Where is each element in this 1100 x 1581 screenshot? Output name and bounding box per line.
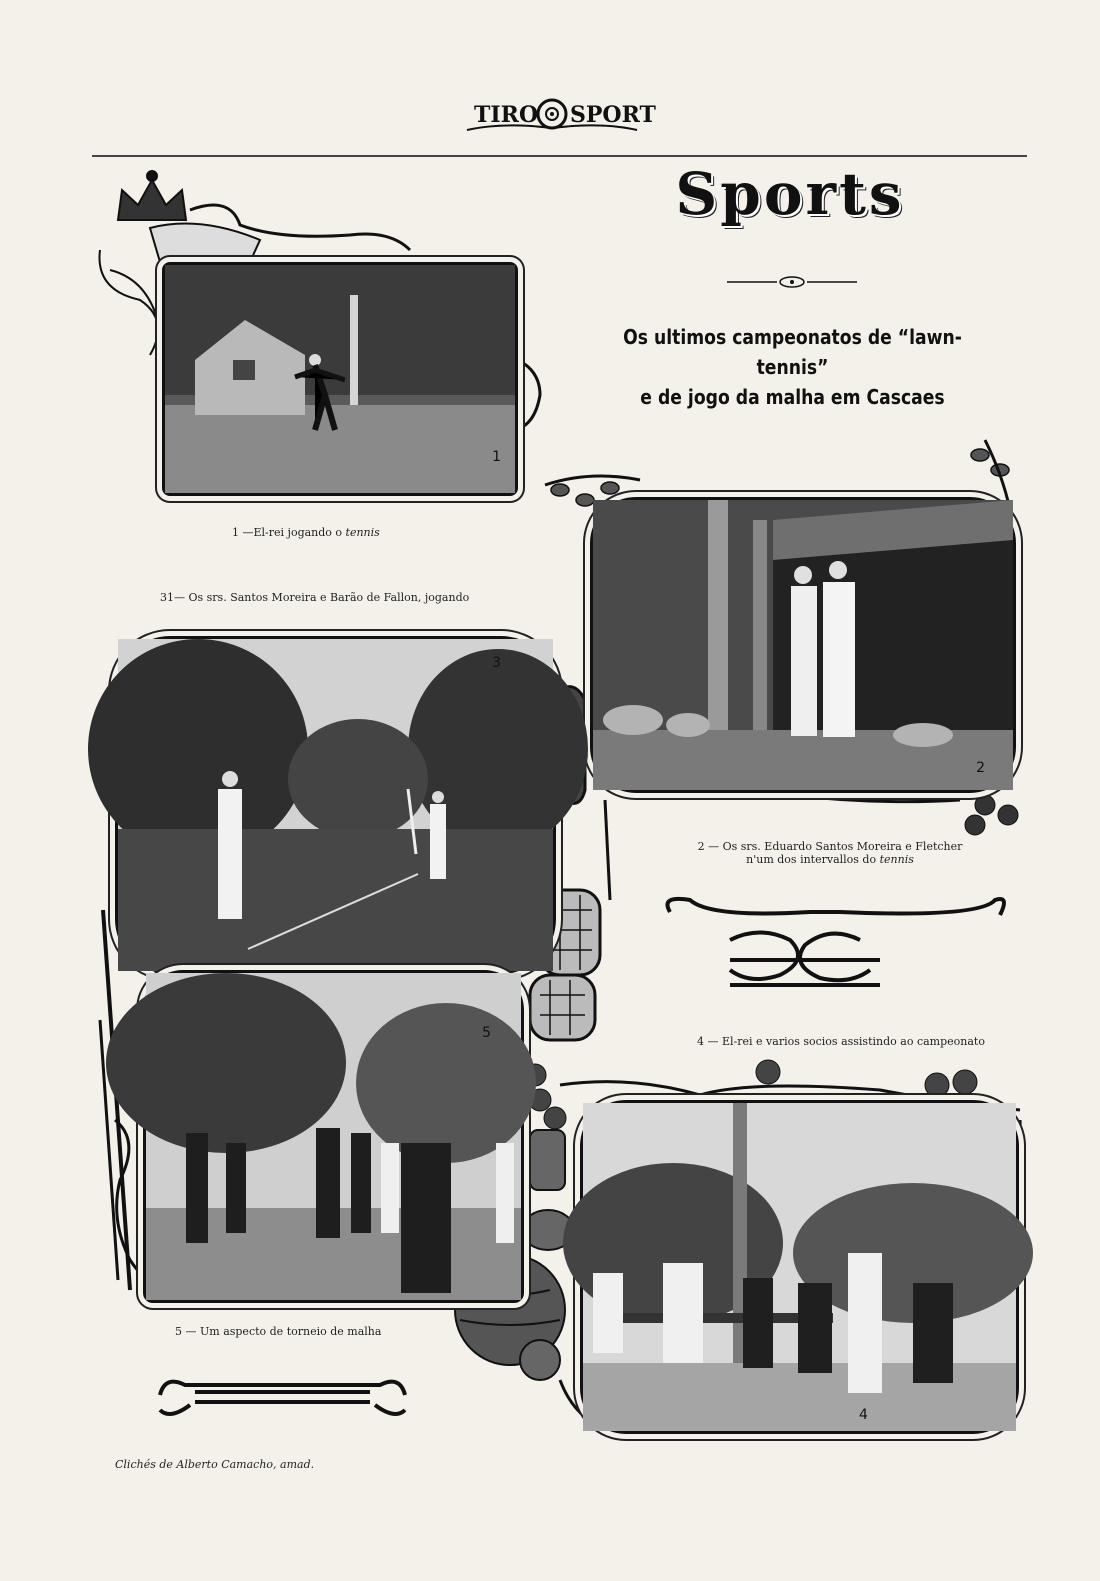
caption-photo-5: 5 — Um aspecto de torneio de malha [175,1325,382,1338]
scroll-ornament [160,1382,405,1414]
ribbon-ornament [668,899,1005,985]
caption-line-1: 2 — Os srs. Eduardo Santos Moreira e Fletcher [697,840,963,853]
caption-photo-31: 31— Os srs. Santos Moreira e Barão de Fallon, jogando [160,591,470,604]
caption-photo-1 [232,526,380,539]
photo-credit: Clichés de Alberto Camacho, amad. [115,1458,315,1471]
photo-king-playing-tennis [162,262,518,496]
crown-icon [118,171,186,220]
photo-spectators-watching [580,1100,1019,1434]
caption-photo-2 [690,840,970,866]
masthead-logo [462,92,656,142]
photo-number: 1 [492,449,501,465]
caption-text: 1 —El-rei jogando o [232,526,346,539]
photo-number: 4 [859,1407,868,1423]
headline-line-1: Os ultimos campeonatos de “lawn-tennis” [623,325,962,379]
caption-photo-4: 4 — El-rei e varios socios assistindo ao campeonato [697,1035,985,1048]
masthead-text-right: SPORT [570,102,656,128]
photo-number: 5 [482,1025,491,1041]
caption-italic: tennis [879,853,914,866]
caption-text: n'um dos intervallos do [746,853,880,866]
caption-italic: tennis [345,526,380,539]
photo-malha-tournament [143,970,524,1303]
title-ornament [727,272,857,292]
masthead-text-left: TIRO [474,102,539,128]
photo-number: 2 [976,760,985,776]
caption-line-2 [690,853,970,866]
photo-number: 3 [492,655,501,671]
headline [614,322,971,412]
page-title: Sports [675,160,905,228]
top-rule [92,155,1027,157]
photo-players-resting [590,497,1016,793]
photo-doubles-match [115,636,556,974]
headline-line-2: e de jogo da malha em Cascaes [640,385,945,409]
